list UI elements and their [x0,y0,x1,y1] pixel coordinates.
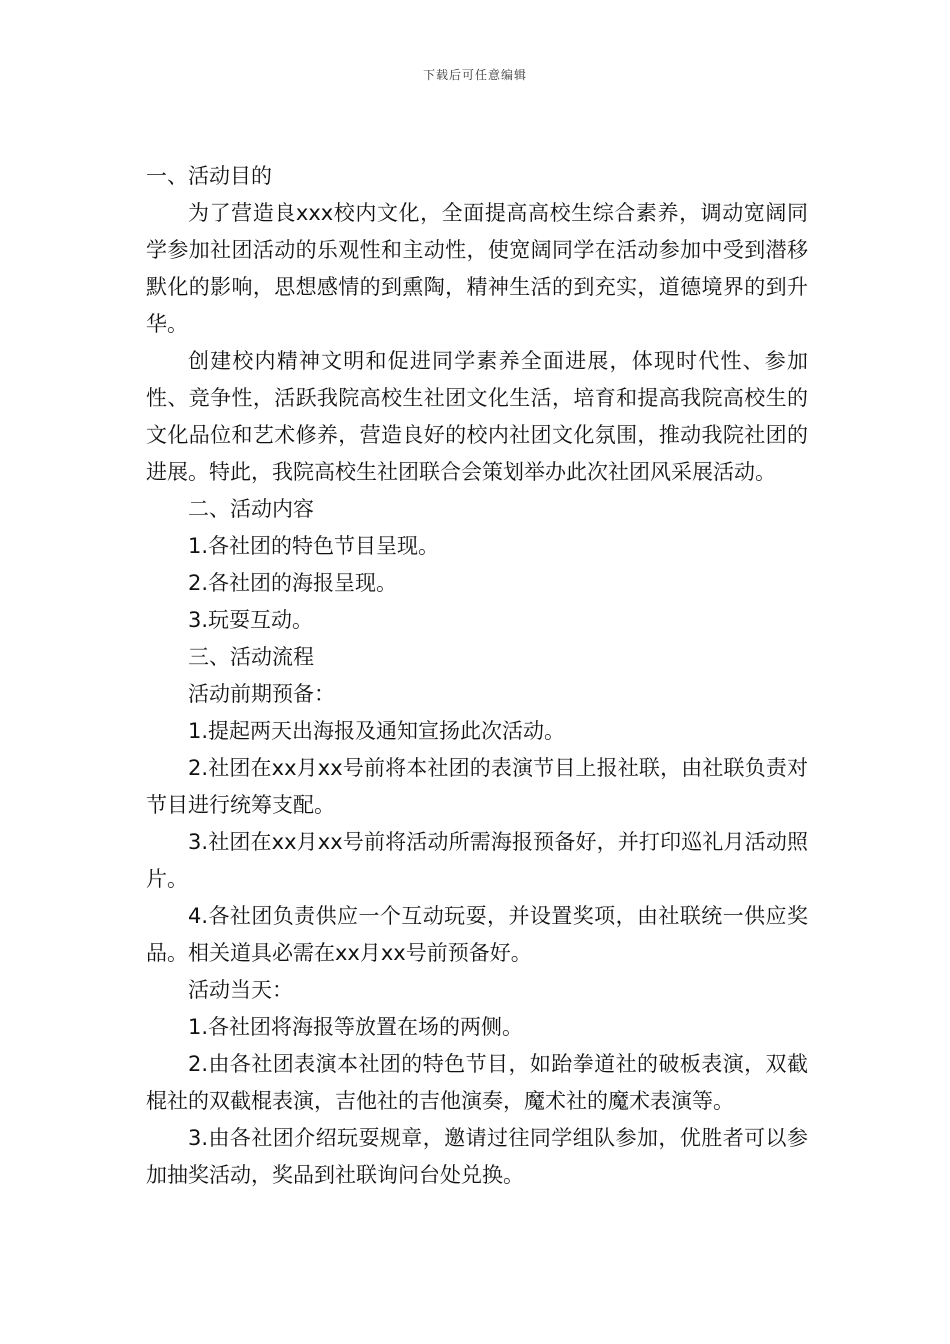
subheading-event-day: 活动当天： [188,978,293,1002]
list-item: 1.各社团的特色节目呈现。 [188,534,440,558]
list-item: 2.各社团的海报呈现。 [188,571,398,595]
page-header: 下载后可任意编辑 [422,68,527,82]
section-heading-process: 三、活动流程 [188,645,314,669]
list-item: 3.由各社团介绍玩耍规章，邀请过往同学组队参加，优胜者可以参加抽奖活动，奖品到社联询问台处兑换。 [146,1126,808,1187]
list-item: 1.各社团将海报等放置在场的两侧。 [188,1015,524,1039]
document-body [146,158,808,1194]
list-item: 3.玩耍互动。 [188,608,314,632]
list-item: 3.社团在xx月xx号前将活动所需海报预备好，并打印巡礼月活动照片。 [146,830,808,891]
paragraph-purpose-2: 创建校内精神文明和促进同学素养全面进展，体现时代性、参加性、竞争性，活跃我院高校生社团文化生活，培育和提高我院高校生的文化品位和艺术修养，营造良好的校内社团文化氛围，推动我院社团的进展。特此，我院高校生社团联合会策划举办此次社团风采展活动。 [146,349,808,484]
paragraph-purpose-1: 为了营造良xxx校内文化，全面提高高校生综合素养，调动宽阔同学参加社团活动的乐观性和主动性，使宽阔同学在活动参加中受到潜移默化的影响，思想感情的到熏陶，精神生活的到充实，道德境界的到升华。 [146,201,808,336]
list-item: 2.由各社团表演本社团的特色节目，如跆拳道社的破板表演，双截棍社的双截棍表演，吉他社的吉他演奏，魔术社的魔术表演等。 [146,1052,808,1113]
section-heading-purpose: 一、活动目的 [146,164,272,188]
list-item: 2.社团在xx月xx号前将本社团的表演节目上报社联，由社联负责对节目进行统筹支配。 [146,756,808,817]
list-item: 4.各社团负责供应一个互动玩耍，并设置奖项，由社联统一供应奖品。相关道具必需在xx月xx号前预备好。 [146,904,808,965]
subheading-preparation: 活动前期预备： [188,682,335,706]
section-heading-content: 二、活动内容 [188,497,314,521]
list-item: 1.提起两天出海报及通知宣扬此次活动。 [188,719,566,743]
